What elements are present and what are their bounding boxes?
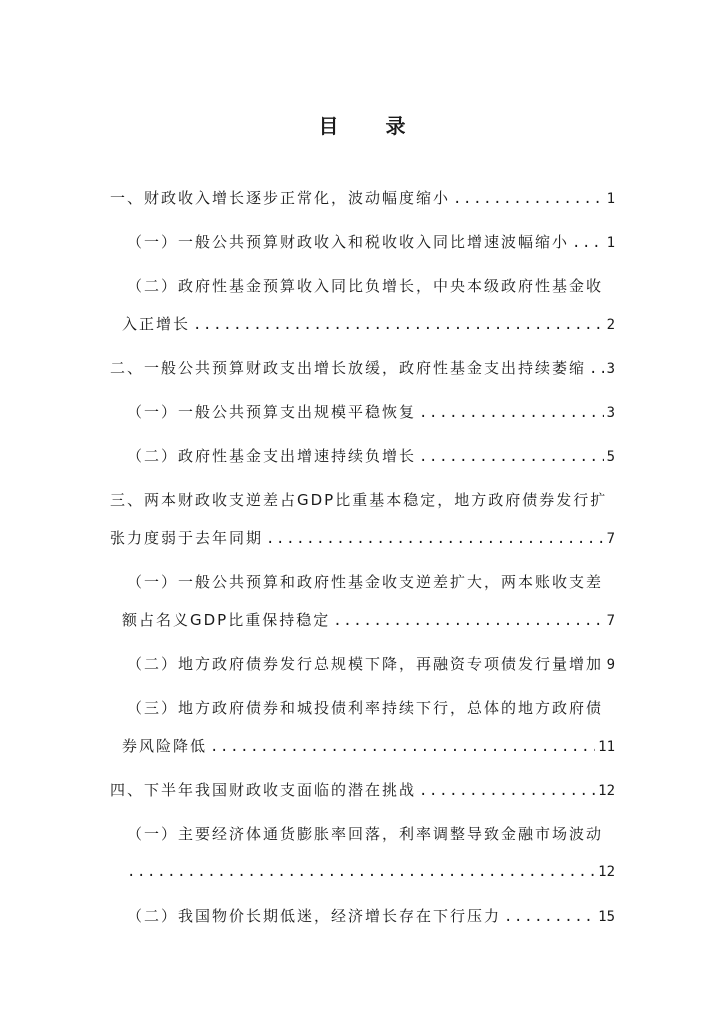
dot-leader [572, 233, 604, 253]
toc-page-number: 12 [598, 783, 615, 799]
toc-title: 目 录 [318, 114, 426, 138]
toc-entry-3-1-cont[interactable] [122, 610, 615, 631]
toc-entry-text-line1: （一）主要经济体通货膨胀率回落，利率调整导致金融市场波动 [127, 825, 604, 843]
toc-entry-text-line2: 券风险降低 [122, 737, 208, 755]
toc-page-number: 1 [606, 235, 615, 251]
toc-entry-text: （二）我国物价长期低迷，经济增长存在下行压力 [127, 907, 502, 925]
toc-page-number: 7 [606, 531, 615, 547]
toc-entry-3-1[interactable] [127, 572, 615, 592]
dot-leader [453, 189, 604, 209]
toc-entry-text-line1: （二）政府性基金预算收入同比负增长，中央本级政府性基金收 [127, 277, 604, 295]
toc-entry-text: 二、一般公共预算财政支出增长放缓，政府性基金支出持续萎缩 [110, 359, 587, 377]
toc-entry-3-3[interactable] [127, 698, 615, 718]
toc-entry-4-1-cont[interactable] [127, 862, 615, 882]
toc-page-number: 3 [606, 361, 615, 377]
toc-entry-text: 一、财政收入增长逐步正常化，波动幅度缩小 [110, 189, 451, 207]
toc-page-number: 7 [606, 613, 615, 629]
dot-leader [419, 447, 604, 467]
toc-entry-1[interactable] [110, 188, 615, 209]
toc-page-number: 15 [598, 909, 615, 925]
toc-entry-2[interactable] [110, 358, 615, 379]
toc-page-number: 12 [598, 864, 615, 880]
toc-entry-4-2[interactable] [127, 906, 615, 927]
toc-page-number: 3 [606, 405, 615, 421]
toc-page-number: 9 [606, 657, 615, 673]
dot-leader [589, 359, 604, 379]
toc-entry-1-1[interactable] [127, 232, 615, 253]
toc-entry-text-line2: 张力度弱于去年同期 [110, 529, 264, 547]
dot-leader [419, 781, 595, 801]
toc-page-number: 5 [606, 449, 615, 465]
toc-page-number: 2 [606, 317, 615, 333]
toc-entry-text: （二）地方政府债券发行总规模下降，再融资专项债发行量增加 [127, 655, 604, 673]
dot-leader [504, 907, 595, 927]
toc-entry-2-2[interactable] [127, 446, 615, 467]
toc-entry-text: 四、下半年我国财政收支面临的潜在挑战 [110, 781, 417, 799]
toc-entry-4[interactable] [110, 780, 615, 801]
toc-entry-3-2[interactable] [127, 654, 615, 675]
dot-leader [193, 315, 604, 335]
toc-entry-text-line2: 额占名义GDP比重保持稳定 [122, 611, 331, 629]
dot-leader [419, 403, 604, 423]
toc-entry-3[interactable] [110, 490, 615, 510]
toc-entry-text-line2: 入正增长 [122, 315, 191, 333]
toc-page-number: 1 [606, 191, 615, 207]
toc-entry-text-line1: （一）一般公共预算和政府性基金收支逆差扩大，两本账收支差 [127, 573, 604, 591]
toc-entry-1-2[interactable] [127, 276, 615, 296]
toc-entry-3-3-cont[interactable] [122, 736, 615, 757]
toc-entry-text: （一）一般公共预算财政收入和税收收入同比增速波幅缩小 [127, 233, 570, 251]
toc-entry-4-1[interactable] [127, 824, 615, 844]
toc-entry-text-line1: （三）地方政府债券和城投债利率持续下行，总体的地方政府债 [127, 699, 604, 717]
dot-leader [127, 862, 595, 882]
dot-leader [266, 529, 604, 549]
toc-page-number: 11 [598, 739, 615, 755]
toc-entry-2-1[interactable] [127, 402, 615, 423]
toc-entry-text: （一）一般公共预算支出规模平稳恢复 [127, 403, 417, 421]
toc-entry-3-cont[interactable] [110, 528, 615, 549]
dot-leader [333, 611, 603, 631]
toc-entry-1-2-cont[interactable] [122, 314, 615, 335]
dot-leader [210, 737, 595, 757]
toc-entry-text: （二）政府性基金支出增速持续负增长 [127, 447, 417, 465]
dot-leader [604, 655, 606, 675]
toc-entry-text-line1: 三、两本财政收支逆差占GDP比重基本稳定，地方政府债券发行扩 [110, 491, 608, 509]
